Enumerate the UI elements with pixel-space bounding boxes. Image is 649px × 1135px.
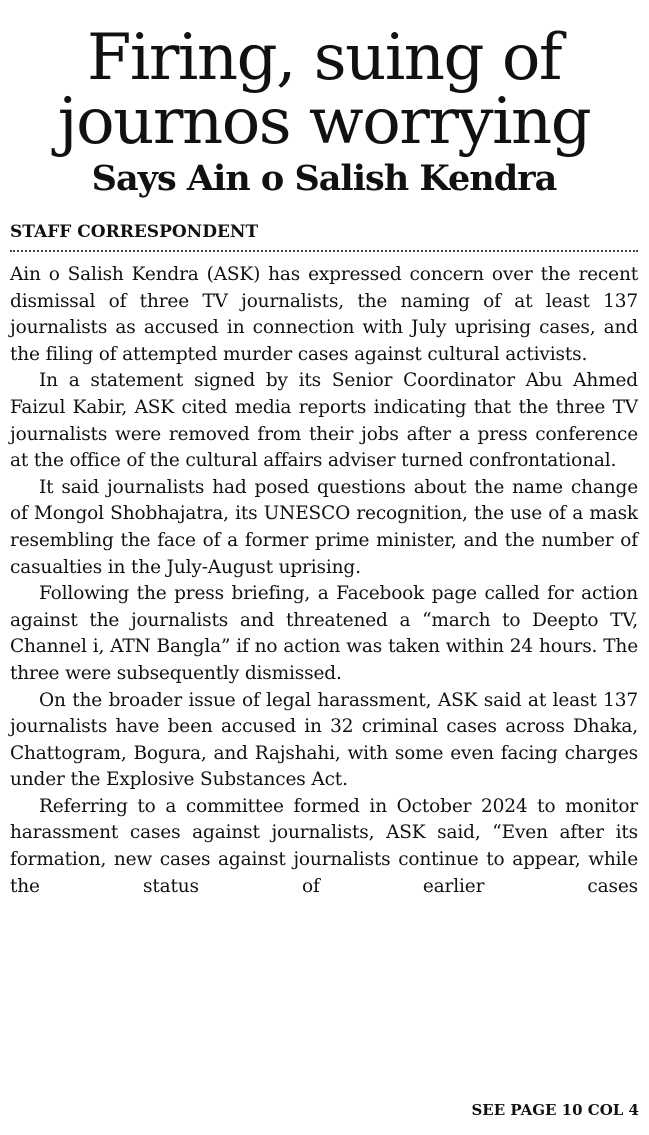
continuation-reference: SEE PAGE 10 COL 4 (471, 1101, 639, 1119)
paragraph: Following the press briefing, a Facebook page called for action against the journalists and threatened a “march to Deepto TV, Channel i, ATN Bangla” if no action was taken within 24 hours. The three were subsequently dismissed. (10, 583, 638, 684)
paragraph: Ain o Salish Kendra (ASK) has expressed concern over the recent dismissal of three TV journalists, the naming of at least 137 journalists as accused in connection with July uprising cases, and the filing of attempted murder cases against cultural activists. (10, 264, 638, 365)
subheadline: Says Ain o Salish Kendra (91, 158, 557, 199)
headline (10, 21, 638, 159)
article-body (10, 262, 638, 900)
dotted-divider (10, 250, 638, 252)
paragraph: It said journalists had posed questions about the name change of Mongol Shobhajatra, its UNESCO recognition, the use of a mask resembling the face of a former prime minister, and the number of casualties in the July-August uprising. (10, 476, 638, 578)
headline-line-2: journos worrying (57, 85, 591, 159)
byline: STAFF CORRESPONDENT (10, 222, 259, 242)
paragraph: Referring to a committee formed in October 2024 to monitor harassment cases against journalists, ASK said, “Even after its formation, new cases against journalists continue to appear, while the status of earlier cases (10, 795, 638, 897)
paragraph: On the broader issue of legal harassment, ASK said at least 137 journalists have been accused in 32 criminal cases across Dhaka, Chattogram, Bogura, and Rajshahi, with some even facing charges under the Explosive Substances Act. (10, 689, 638, 791)
headline-line-1: Firing, suing of (86, 21, 562, 95)
article (10, 0, 638, 900)
paragraph: In a statement signed by its Senior Coordinator Abu Ahmed Faizul Kabir, ASK cited media reports indicating that the three TV journalists were removed from their jobs after a press conference at the office of the cultural affairs adviser turned confrontational. (10, 370, 638, 472)
